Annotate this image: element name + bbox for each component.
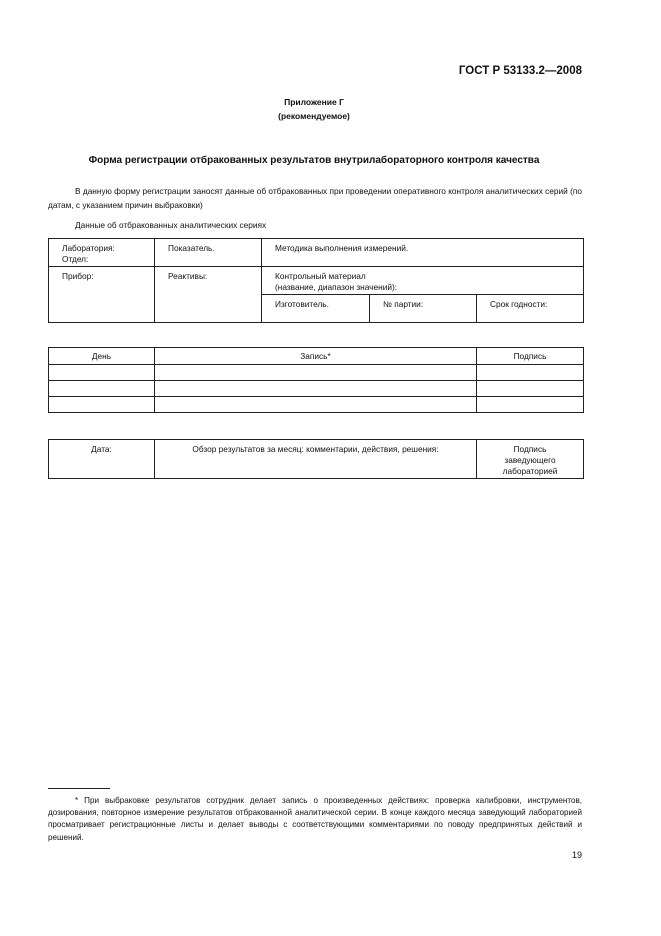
footnote: * При выбраковке результатов сотрудник делает запись о произведенных действиях: проверка калибровки, инструментов, дозирования, повторное измерение результатов отбракованной аналитической серии. В конце каждого месяца заведующий лабораторией просматривает регистрационные листы и делает выводы с соответствующими комментариями по поводу предпринятых действий и решений. bbox=[48, 796, 582, 842]
expiry-cell bbox=[477, 295, 584, 323]
signature-cell bbox=[477, 440, 584, 479]
review-label: Обзор результатов за месяц: комментарии, действия, решения: bbox=[192, 444, 439, 454]
laboratory-label: Лаборатория: bbox=[62, 243, 115, 253]
monthly-review-table bbox=[48, 439, 584, 479]
method-cell bbox=[262, 239, 584, 267]
control-material-label: Контрольный материал bbox=[275, 271, 366, 281]
batch-label: № партии: bbox=[383, 299, 424, 309]
device-label: Прибор: bbox=[62, 271, 94, 281]
method-label: Методика выполнения измерений. bbox=[275, 243, 409, 253]
footnote-separator bbox=[48, 788, 110, 789]
control-material-note: (название, диапазон значений): bbox=[275, 282, 398, 292]
reagents-cell bbox=[155, 267, 262, 323]
head-signature-label: Подпись заведующего лабораторией bbox=[502, 444, 558, 476]
reagents-label: Реактивы: bbox=[168, 271, 208, 281]
expiry-label: Срок годности: bbox=[490, 299, 548, 309]
annex-status: (рекомендуемое) bbox=[278, 111, 350, 121]
table-row bbox=[49, 365, 584, 381]
table-row bbox=[49, 397, 584, 413]
series-info-table bbox=[48, 238, 584, 323]
manufacturer-label: Изготовитель. bbox=[275, 299, 329, 309]
annex-title: Приложение Г bbox=[284, 97, 344, 107]
date-cell bbox=[49, 440, 155, 479]
annex-heading bbox=[0, 95, 628, 123]
record-header: Запись* bbox=[155, 348, 477, 365]
records-table bbox=[48, 347, 584, 413]
review-cell bbox=[155, 440, 477, 479]
date-label: Дата: bbox=[91, 444, 112, 454]
indicator-cell bbox=[155, 239, 262, 267]
laboratory-cell bbox=[49, 239, 155, 267]
control-material-cell bbox=[262, 267, 584, 295]
signature-header: Подпись bbox=[477, 348, 584, 365]
table-row bbox=[49, 381, 584, 397]
table-caption: Данные об отбракованных аналитических сериях bbox=[75, 220, 267, 230]
manufacturer-cell bbox=[262, 295, 370, 323]
day-header: День bbox=[49, 348, 155, 365]
indicator-label: Показатель. bbox=[168, 243, 215, 253]
intro-paragraph: В данную форму регистрации заносят данные об отбракованных при проведении оперативного контроля аналитических серий (по датам, с указанием причин выбраковки) bbox=[48, 186, 582, 210]
form-title: Форма регистрации отбракованных результатов внутрилабораторного контроля качества bbox=[88, 155, 540, 166]
device-cell bbox=[49, 267, 155, 323]
table-header-row bbox=[49, 348, 584, 365]
department-label: Отдел: bbox=[62, 254, 89, 264]
page-number: 19 bbox=[571, 850, 582, 860]
standard-number: ГОСТ Р 53133.2—2008 bbox=[458, 65, 582, 77]
batch-cell bbox=[370, 295, 477, 323]
